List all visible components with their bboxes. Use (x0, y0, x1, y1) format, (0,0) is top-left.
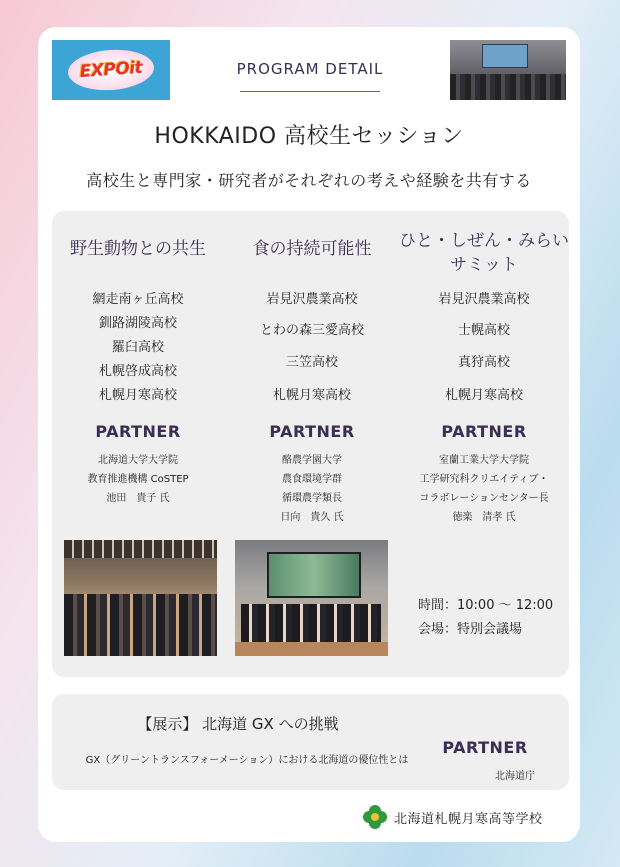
school-name: 岩見沢農業高校 (266, 292, 358, 307)
session-title-line-1: ひと・しぜん・みらい (399, 231, 569, 251)
header-event-photo (450, 40, 566, 100)
school-name: 士幌高校 (457, 323, 510, 338)
partner-line: 徳楽 清孝 氏 (452, 512, 516, 523)
session-title-line-2: サミット (450, 255, 518, 275)
session-venue: 会場：特別会議場 (418, 622, 523, 637)
students-group (241, 604, 381, 642)
partner-line: 酪農学園大学 (282, 455, 342, 466)
partner-line: 日向 貴久 氏 (280, 512, 344, 523)
header-underline (240, 91, 380, 92)
session-time: 時間：10:00 ～ 12:00 (418, 598, 554, 613)
school-name: 三笠高校 (285, 355, 338, 370)
partner-line: 循環農学類長 (282, 493, 342, 504)
hall-ceiling (64, 540, 217, 558)
partner-line: 工学研究科クリエイティブ・ (419, 474, 549, 485)
school-name-footer: 北海道札幌月寒高等学校 (394, 811, 543, 827)
clover-emblem-icon (362, 804, 388, 830)
exhibit-partner-heading: PARTNER (442, 738, 528, 757)
logo-burst (67, 47, 156, 93)
school-name: 札幌月寒高校 (98, 388, 177, 403)
partner-heading: PARTNER (441, 422, 527, 441)
audience (450, 74, 566, 100)
page-subtitle: 高校生と専門家・研究者がそれぞれの考えや経験を共有する (86, 171, 532, 190)
school-name: 札幌月寒高校 (444, 388, 523, 403)
session-title: 野生動物との共生 (70, 239, 206, 259)
partner-line: 教育推進機構 CoSTEP (87, 474, 189, 485)
partner-line: 農食環境学群 (282, 474, 342, 485)
session-photo-group (235, 540, 388, 656)
school-name: 羅臼高校 (111, 340, 164, 355)
partner-heading: PARTNER (269, 422, 355, 441)
projector-screen (482, 44, 528, 68)
session-title: 食の持続可能性 (252, 239, 372, 259)
school-name: 真狩高校 (457, 355, 510, 370)
school-name: 札幌啓成高校 (98, 364, 177, 379)
exhibit-title: 【展示】 北海道 GX への挑戦 (137, 715, 339, 733)
exhibit-partner-org: 北海道庁 (495, 771, 535, 782)
school-name: とわの森三愛高校 (259, 323, 364, 338)
students-group (64, 594, 217, 656)
partner-line: 池田 貴子 氏 (106, 493, 170, 504)
partner-line: 室蘭工業大学大学院 (439, 455, 529, 466)
school-name: 札幌月寒高校 (272, 388, 351, 403)
page-title: HOKKAIDO 高校生セッション (154, 124, 464, 149)
logo-text: EXPOit (79, 57, 143, 83)
program-detail-label: PROGRAM DETAIL (236, 60, 384, 78)
session-photo-hall (64, 540, 217, 656)
expoit-logo (52, 40, 170, 100)
partner-line: 北海道大学大学院 (98, 455, 178, 466)
school-name: 岩見沢農業高校 (438, 292, 530, 307)
partner-heading: PARTNER (95, 422, 181, 441)
exhibit-description: GX（グリーントランスフォーメーション）における北海道の優位性とは (85, 755, 409, 766)
stage-floor (235, 642, 388, 656)
school-name: 釧路湖陵高校 (98, 316, 177, 331)
school-name: 網走南ヶ丘高校 (92, 292, 184, 307)
presentation-screen (267, 552, 361, 598)
school-footer (362, 803, 543, 831)
partner-line: コラボレーションセンター長 (419, 493, 549, 504)
